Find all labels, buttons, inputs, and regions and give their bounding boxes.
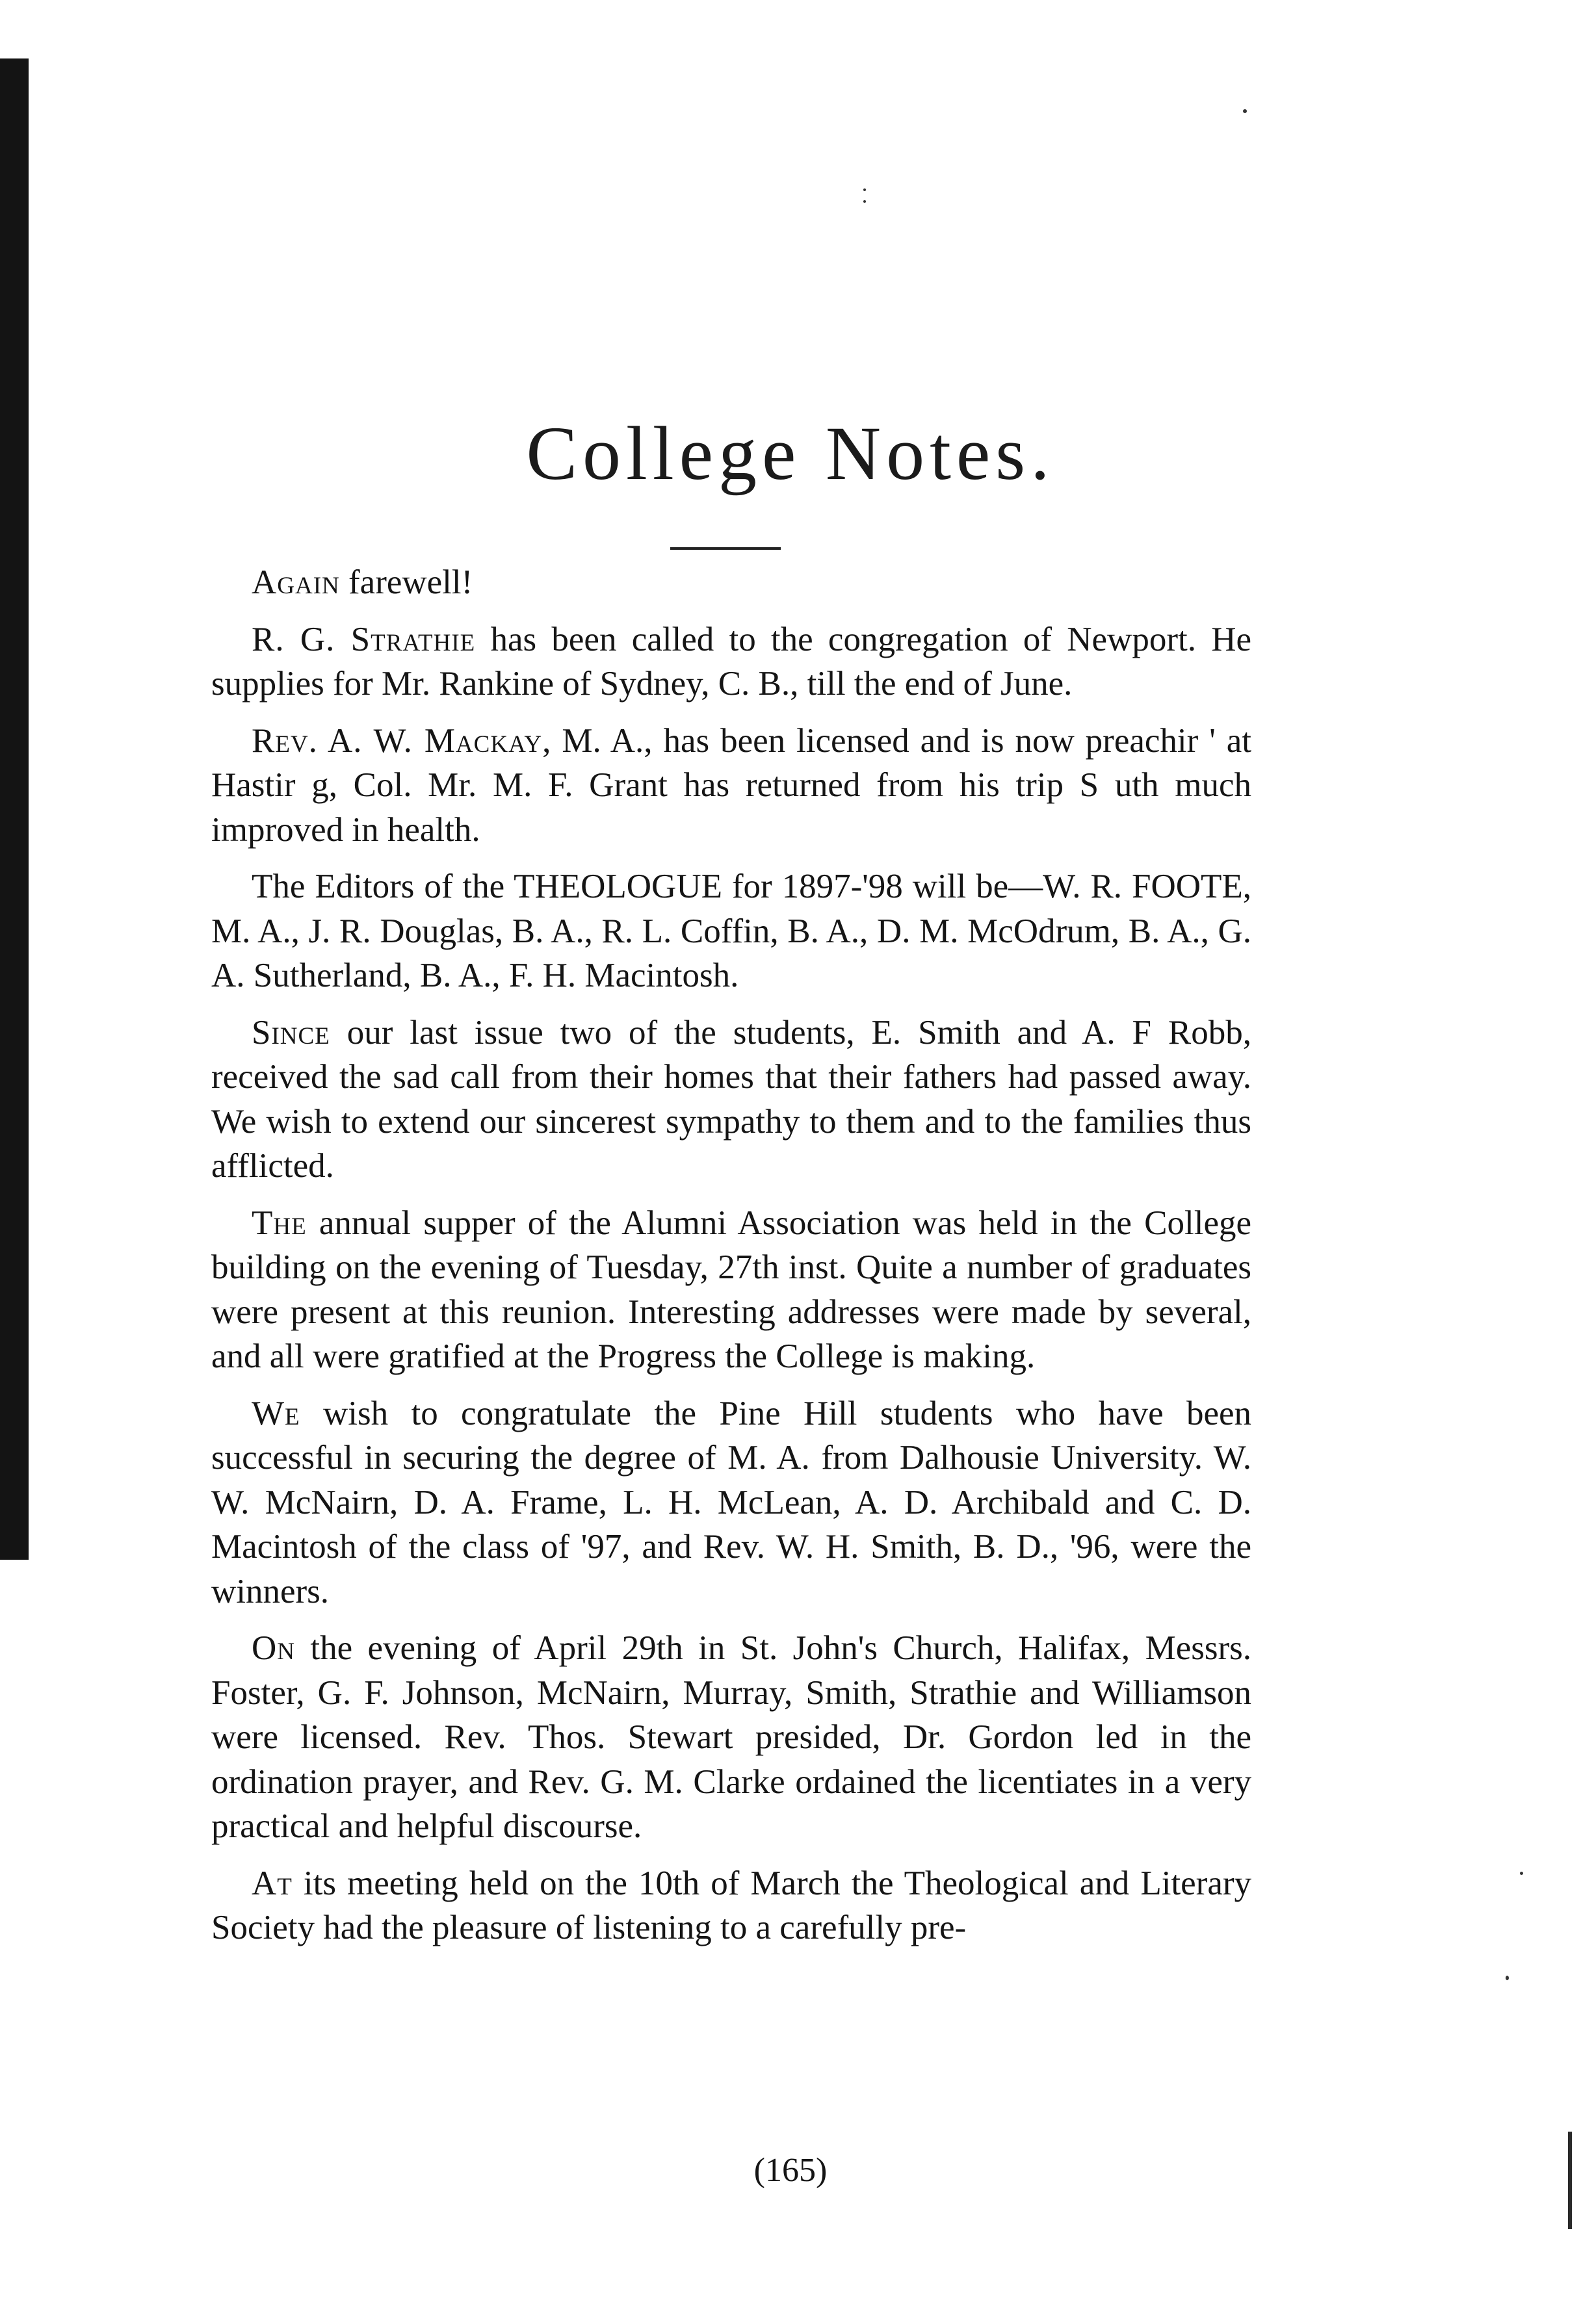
- paragraph-lead: The: [252, 1204, 307, 1242]
- note-paragraph: [211, 1201, 1251, 1379]
- paragraph-text: its meeting held on the 10th of March the Theological and Literary Society had the pleasure of listening to a carefully pre-: [211, 1864, 1251, 1946]
- paragraph-text: the evening of April 29th in St. John's Church, Halifax, Messrs. Foster, G. F. Johnson, McNairn, Murray, Smith, Strathie and Williamson were licensed. Rev. Thos. Stewart presided, Dr. Gordon led in the ordination prayer, and Rev. G. M. Clarke ordained the licentiates in a very practical and helpful discourse.: [211, 1629, 1251, 1845]
- note-paragraph: [211, 719, 1251, 853]
- paragraph-lead: R. G. Strathie: [252, 620, 476, 658]
- paragraph-text: , M. A., has been licensed and is now preachir ' at Hastir g, Col. Mr. M. F. Grant has returned from his trip S uth much improved in health.: [211, 721, 1251, 849]
- binding-edge: [0, 58, 29, 1560]
- paper-speck: [1506, 1976, 1509, 1980]
- paragraph-lead: We: [252, 1394, 300, 1432]
- paragraph-lead: On: [252, 1629, 295, 1667]
- paragraph-lead: Since: [252, 1013, 330, 1052]
- paragraph-lead: At: [252, 1864, 293, 1902]
- note-paragraph: [211, 1391, 1251, 1614]
- paper-speck: [1243, 109, 1247, 113]
- paragraph-text: has been called to the congregation of Newport. He supplies for Mr. Rankine of Sydney, C. B., till the end of June.: [211, 620, 1251, 703]
- paragraph-text: annual supper of the Alumni Association was held in the College building on the evening of Tuesday, 27th inst. Quite a number of graduates were present at this reunion. Interesting addresses were made by several, and all were gratified at the Progress the College is making.: [211, 1204, 1251, 1375]
- note-paragraph: [211, 1626, 1251, 1849]
- paragraph-lead: Again: [252, 563, 340, 601]
- note-paragraph: [211, 560, 1251, 605]
- page-title: College Notes.: [526, 411, 1055, 496]
- paragraph-text: our last issue two of the students, E. Smith and A. F Robb, received the sad call from their homes that their fathers had passed away. We wish to extend our sincerest sympathy to them and to the families thus afflicted.: [211, 1013, 1251, 1185]
- note-paragraph: [211, 617, 1251, 706]
- paragraph-text: farewell!: [339, 563, 473, 601]
- title-rule: [670, 547, 781, 550]
- page-number: (165): [753, 2152, 828, 2189]
- paper-speck: [863, 200, 866, 203]
- article-body: [211, 560, 1251, 1963]
- note-paragraph: [211, 1861, 1251, 1950]
- paragraph-text: wish to congratulate the Pine Hill students who have been successful in securing the degree of M. A. from Dalhousie University. W. W. McNairn, D. A. Frame, L. H. McLean, A. D. Archibald and C. D. Macintosh of the class of '97, and Rev. W. H. Smith, B. D., '96, were the winners.: [211, 1394, 1251, 1610]
- paper-speck: [1520, 1872, 1523, 1875]
- paragraph-text: The Editors of the THEOLOGUE for 1897-'98 will be—W. R. FOOTE, M. A., J. R. Douglas, B. A., R. L. Coffin, B. A., D. M. McOdrum, B. A., G. A. Sutherland, B. A., F. H. Macintosh.: [211, 868, 1251, 994]
- paragraph-lead: Rev. A. W. Mackay: [252, 721, 543, 760]
- note-paragraph: [211, 1011, 1251, 1189]
- note-paragraph: [211, 864, 1251, 998]
- paper-speck: [863, 188, 866, 191]
